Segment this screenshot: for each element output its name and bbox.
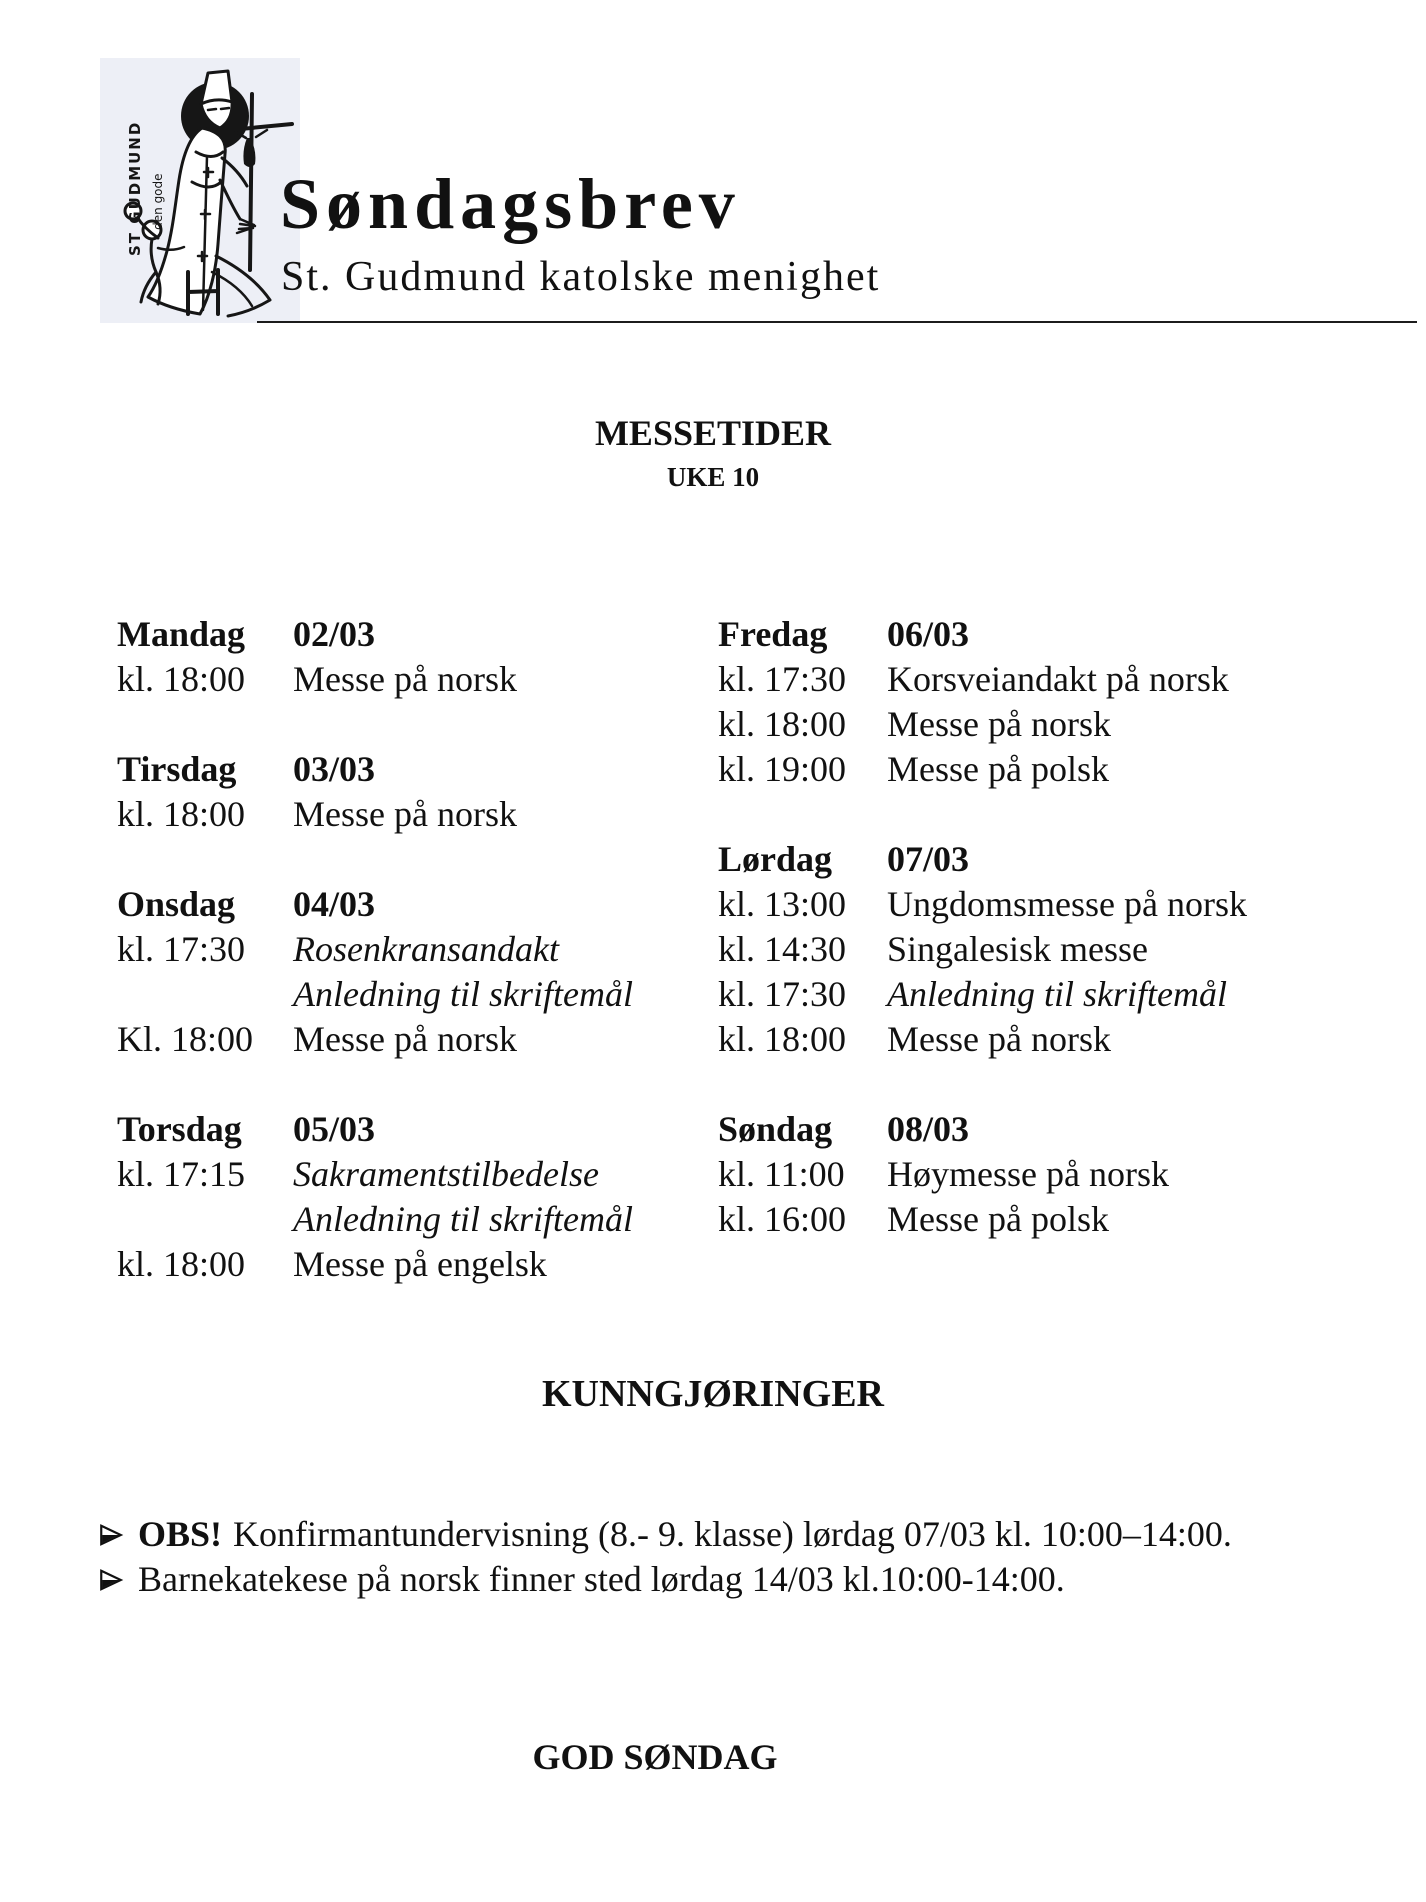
mass-time: kl. 19:00 (718, 749, 847, 789)
closing-message: GOD SØNDAG (532, 1737, 778, 1777)
announcements-heading: KUNNGJØRINGER (541, 1373, 885, 1415)
day-label: Torsdag (117, 1109, 242, 1149)
mass-row (718, 1152, 1358, 1197)
day-header-row (718, 1107, 1358, 1152)
announcements-list (98, 1512, 1358, 1602)
mass-row (718, 1197, 1358, 1242)
mass-description: Messe på polsk (887, 749, 1109, 789)
schedule-column-right (718, 612, 1358, 1242)
mass-row (117, 1197, 718, 1242)
mass-description: Anledning til skriftemål (887, 974, 1227, 1014)
schedule-column-left (117, 612, 718, 1287)
day-header-row (117, 747, 718, 792)
mass-row (117, 792, 718, 837)
week-label: UKE 10 (666, 462, 760, 492)
mass-description: Messe på polsk (887, 1199, 1109, 1239)
mass-row (117, 1242, 718, 1287)
day-label: Fredag (718, 614, 828, 654)
mass-time: kl. 17:30 (718, 659, 847, 699)
mass-row (718, 972, 1358, 1017)
crozier-staff (250, 94, 252, 270)
mass-time: Kl. 18:00 (117, 1019, 254, 1059)
mass-description: Anledning til skriftemål (293, 974, 633, 1014)
day-block (117, 612, 718, 702)
day-block (718, 837, 1358, 1062)
date-label: 04/03 (293, 884, 376, 924)
arrowhead-bullet-icon (98, 1522, 124, 1548)
mass-description: Anledning til skriftemål (293, 1199, 633, 1239)
mass-row (117, 1017, 718, 1062)
day-block (117, 882, 718, 1062)
day-header-row (718, 612, 1358, 657)
date-label: 03/03 (293, 749, 376, 789)
mass-description: Sakramentstilbedelse (293, 1154, 599, 1194)
day-block (117, 1107, 718, 1287)
mass-time: kl. 18:00 (117, 1244, 246, 1284)
logo-sublabel: - den gode (151, 173, 165, 238)
day-label: Søndag (718, 1109, 833, 1149)
mass-time (117, 972, 293, 1017)
mass-row (117, 657, 718, 702)
mass-description: Messe på norsk (887, 1019, 1111, 1059)
date-label: 07/03 (887, 839, 970, 879)
day-label: Lørdag (718, 839, 833, 879)
mass-description: Messe på engelsk (293, 1244, 547, 1284)
announcement-item (98, 1512, 1358, 1557)
mass-row (117, 1152, 718, 1197)
mass-time: kl. 16:00 (718, 1199, 847, 1239)
mass-time: kl. 18:00 (718, 1019, 847, 1059)
day-label: Mandag (117, 614, 246, 654)
day-header-row (117, 1107, 718, 1152)
mass-row (718, 1017, 1358, 1062)
date-label: 06/03 (887, 614, 970, 654)
page-title: Søndagsbrev (280, 164, 741, 244)
mass-time: kl. 18:00 (117, 659, 246, 699)
mass-description: Messe på norsk (293, 1019, 517, 1059)
mass-time: kl. 18:00 (117, 794, 246, 834)
announcement-text: Konfirmantundervisning (8.- 9. klasse) lørdag 07/03 kl. 10:00–14:00. (233, 1514, 1232, 1554)
st-gudmund-logo (100, 58, 300, 323)
announcement-prefix: OBS! (138, 1514, 223, 1554)
page-subtitle: St. Gudmund katolske menighet (281, 254, 881, 300)
day-block (718, 1107, 1358, 1242)
day-header-row (718, 837, 1358, 882)
mass-description: Ungdomsmesse på norsk (887, 884, 1247, 924)
announcement-text: Barnekatekese på norsk finner sted lørdag 14/03 kl.10:00-14:00. (138, 1559, 1065, 1599)
mass-row (718, 882, 1358, 927)
mass-times-heading: MESSETIDER (594, 413, 832, 453)
day-label: Onsdag (117, 884, 236, 924)
mass-times-schedule (117, 612, 1367, 1287)
announcement-item (98, 1557, 1358, 1602)
mass-description: Rosenkransandakt (293, 929, 559, 969)
logo-label: ST GUDMUND (126, 120, 144, 256)
date-label: 02/03 (293, 614, 376, 654)
mass-row (117, 927, 718, 972)
mass-description: Messe på norsk (293, 659, 517, 699)
mass-description: Singalesisk messe (887, 929, 1148, 969)
mass-time (117, 1197, 293, 1242)
date-label: 08/03 (887, 1109, 970, 1149)
mass-row (718, 657, 1358, 702)
mass-time: kl. 17:15 (117, 1154, 246, 1194)
day-label: Tirsdag (117, 749, 237, 789)
day-header-row (117, 612, 718, 657)
mass-time: kl. 17:30 (117, 929, 246, 969)
mass-time: kl. 14:30 (718, 929, 847, 969)
mass-row (117, 972, 718, 1017)
mass-time: kl. 17:30 (718, 974, 847, 1014)
date-label: 05/03 (293, 1109, 376, 1149)
mass-description: Høymesse på norsk (887, 1154, 1169, 1194)
day-block (718, 612, 1358, 792)
day-header-row (117, 882, 718, 927)
mass-row (718, 747, 1358, 792)
day-block (117, 747, 718, 837)
mass-description: Korsveiandakt på norsk (887, 659, 1229, 699)
mass-time: kl. 13:00 (718, 884, 847, 924)
mass-description: Messe på norsk (887, 704, 1111, 744)
arrowhead-bullet-icon (98, 1567, 124, 1593)
mass-time: kl. 18:00 (718, 704, 847, 744)
mass-time: kl. 11:00 (718, 1154, 845, 1194)
mass-row (718, 702, 1358, 747)
header-divider (257, 321, 1417, 323)
st-gudmund-logo-drawing (100, 58, 300, 323)
mass-description: Messe på norsk (293, 794, 517, 834)
mass-row (718, 927, 1358, 972)
